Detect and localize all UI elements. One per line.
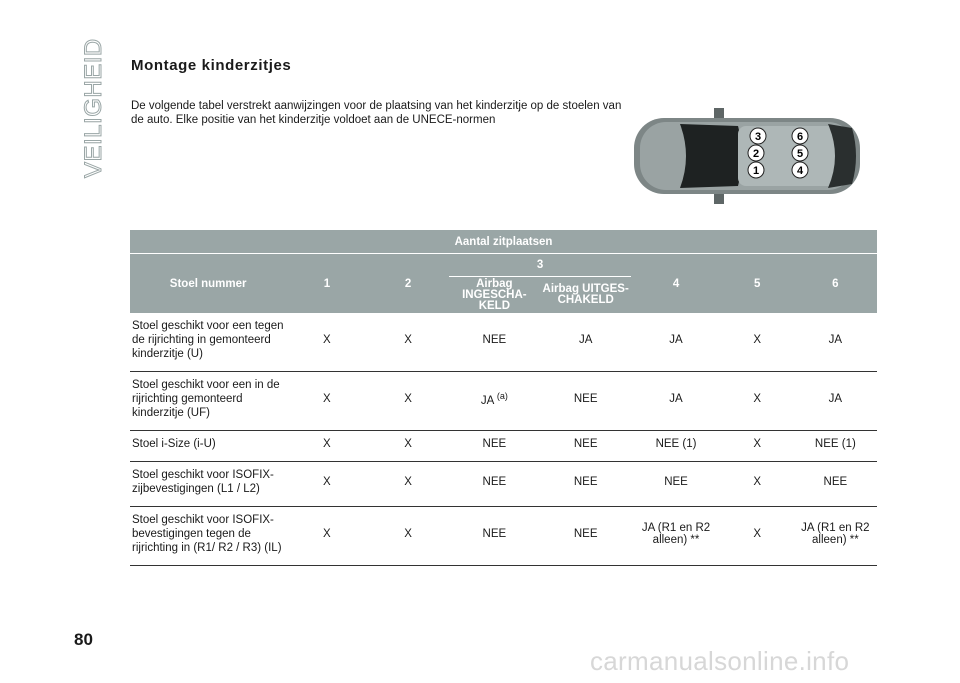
group-header: Aantal zitplaatsen: [130, 230, 877, 254]
col3-airbag-off: Airbag UITGES-CHAKELD: [540, 277, 631, 314]
section-tab: VEILIGHEID: [80, 38, 107, 178]
col3-airbag-on: Airbag INGESCHA-KELD: [449, 277, 540, 314]
table-row: Stoel geschikt voor een tegen de rijrichting in gemonteerd kinderzitje (U) X X NEE JA JA X JA: [130, 313, 877, 372]
watermark: carmanualsonline.info: [590, 646, 850, 676]
seat-number-header: Stoel nummer: [130, 254, 286, 314]
child-seat-table: [130, 230, 877, 566]
table-row: Stoel i-Size (i-U) X X NEE NEE NEE (1) X NEE (1): [130, 431, 877, 462]
table-row: Stoel geschikt voor een in de rijrichting gemonteerd kinderzitje (UF) X X JA $^{(a)}$ NEE JA X JA: [130, 372, 877, 431]
footnote-a: (a): [496, 391, 508, 402]
seat-5-label: 5: [796, 148, 804, 160]
col-header-2: 2: [367, 254, 448, 314]
car-seat-diagram: [628, 100, 868, 212]
page-title: Montage kinderzitjes: [131, 57, 292, 74]
col-header-6: 6: [794, 254, 877, 314]
col-header-4: 4: [631, 254, 720, 314]
cell-ja-a: JA $^{(a)}$: [449, 372, 540, 431]
col-header-1: 1: [286, 254, 367, 314]
seat-2-label: 2: [752, 148, 760, 160]
seat-6-label: 6: [796, 131, 804, 143]
col-header-3: 3: [449, 254, 632, 277]
table-row: Stoel geschikt voor ISOFIX-bevestigingen tegen de rijrichting in (R1/ R2 / R3) (IL) X X NEE NEE JA (R1 en R2 alleen) ** X JA (R1 en R2 alleen) **: [130, 507, 877, 566]
table-row: Stoel geschikt voor ISOFIX-zijbevestigingen (L1 / L2) X X NEE NEE NEE X NEE: [130, 462, 877, 507]
col-header-5: 5: [721, 254, 794, 314]
seat-1-label: 1: [752, 165, 760, 177]
intro-text: De volgende tabel verstrekt aanwijzingen voor de plaatsing van het kinderzitje op de stoelen van de auto. Elke positie van het kinderzitje voldoet aan de UNECE-normen: [131, 100, 622, 126]
seat-4-label: 4: [796, 165, 804, 177]
seat-3-label: 3: [754, 131, 762, 143]
page-number: 80: [74, 630, 93, 649]
